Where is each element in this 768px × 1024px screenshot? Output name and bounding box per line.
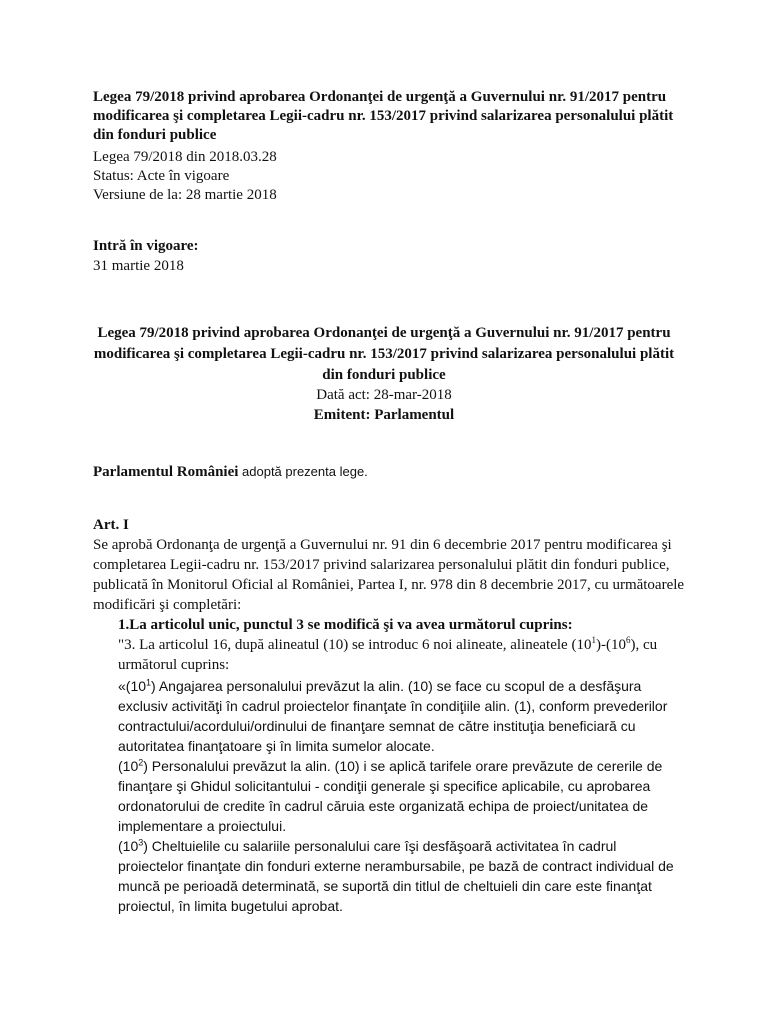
in-force-label: Intră în vigoare: [93,238,199,254]
status-line: Status: Acte în vigoare [93,168,230,184]
p103-sup: 3 [138,837,144,848]
p101-text: ) Angajarea personalului prevăzut la alin. (10) se face cu scopul de a desfăşura exclusiv activităţi în cadrul proiectelor finanţate în condiţiile alin. (1), conform prevederilor contractului/acordului/ordinului de finanţare semnat de către instituţia beneficiară cu autoritatea finanţatoare şi în limita sumelor alocate. [118,678,668,754]
document-meta [93,148,693,205]
quote-sup-2: 6 [625,635,631,645]
quote-sup-1: 1 [591,635,596,645]
document-title: Legea 79/2018 privind aprobarea Ordonanţei de urgenţă a Guvernului nr. 91/2017 pentru modificarea şi completarea Legii-cadru nr. 153/2017 privind salarizarea personalului plătit din fonduri publice [93,89,674,143]
preamble-rest: adoptă prezenta lege. [238,464,368,479]
quoted-intro [118,635,708,675]
quote-part-b: )-(10 [595,637,626,653]
p103-prefix: (10 [118,838,139,854]
version-line: Versiune de la: 28 martie 2018 [93,187,277,203]
p101-sup: 1 [146,677,152,688]
preamble [93,464,693,481]
article-body: Se aprobă Ordonanţa de urgenţă a Guvernului nr. 91 din 6 decembrie 2017 pentru modificarea şi completarea Legii-cadru nr. 153/2017 privind salarizarea personalului plătit din fonduri publice, publicată în Monitorul Oficial al României, Partea I, nr. 978 din 8 decembrie 2017, cu următoarele modificări şi completări: [93,537,685,613]
in-force-date: 31 martie 2018 [93,258,184,274]
quote-part-c: ), cu următorul cuprins: [118,637,658,673]
act-title: Legea 79/2018 privind aprobarea Ordonanţei de urgenţă a Guvernului nr. 91/2017 pentru modificarea şi completarea Legii-cadru nr. 153/2017 privind salarizarea personalului plătit din fonduri publice [93,325,675,383]
act-issuer: Emitent: Parlamentul [313,407,455,423]
quote-part-a: "3. La articolul 16, după alineatul (10) se introduc 6 noi alineate, alineatele (10 [118,637,592,653]
p102-text: ) Personalului prevăzut la alin. (10) i se aplică tarifele orare prevăzute de cererile de finanţare şi Ghidul solicitantului - condiţii generale şi specifice aplicabile, cu aprobarea ordonatorului de credite în cadrul căruia este organizată echipa de proiect/unitatea de implementare a proiectului. [118,758,663,834]
p101-prefix: «(10 [118,678,147,694]
point-1: 1.La articolul unic, punctul 3 se modifică şi va avea următorul cuprins: [118,617,573,633]
article-heading: Art. I [93,517,129,533]
preamble-subject: Parlamentul României [93,464,239,480]
p102-prefix: (10 [118,758,139,774]
paragraph-10-1 [118,676,678,756]
p102-sup: 2 [138,757,144,768]
paragraph-10-2 [118,756,678,836]
paragraph-10-3 [118,836,678,916]
act-date: Dată act: 28-mar-2018 [316,387,452,403]
p103-text: ) Cheltuielile cu salariile personalului care îşi desfăşoară activitatea în cadrul proiectelor finanţate din fonduri externe nerambursabile, pe bază de contract individual de muncă pe perioadă determinată, se suportă din titlul de cheltuieli din care este finanţat proiectul, în limita bugetului aprobat. [118,838,674,914]
law-date-line: Legea 79/2018 din 2018.03.28 [93,149,277,165]
